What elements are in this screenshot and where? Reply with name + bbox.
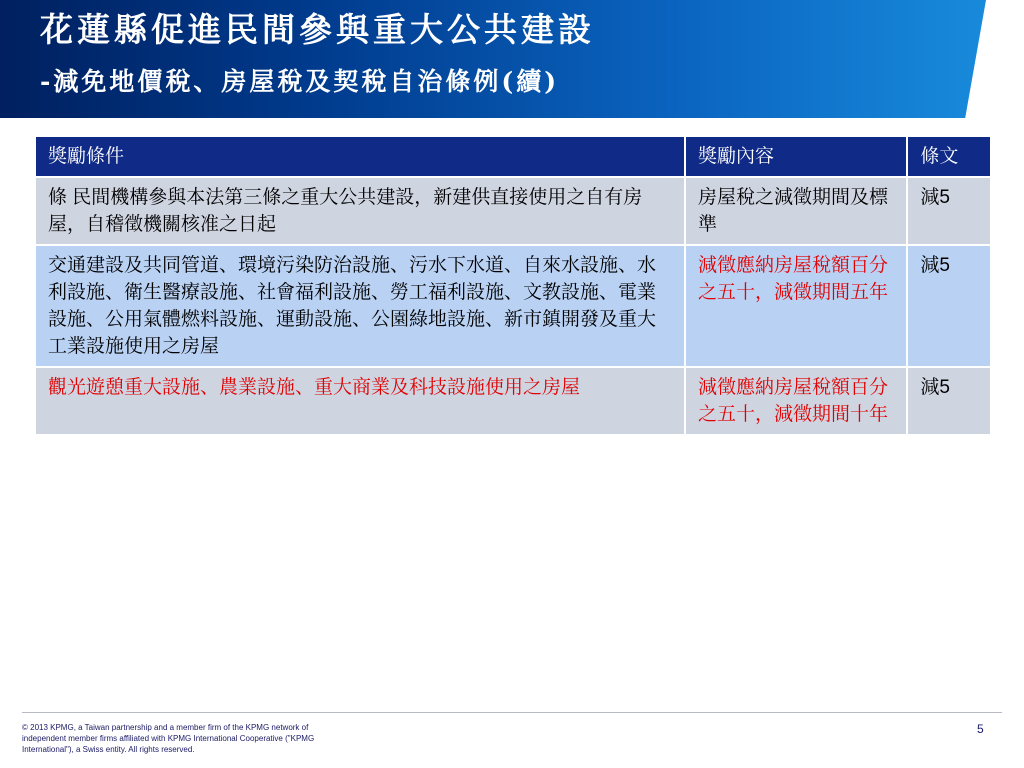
condition-cell: 交通建設及共同管道、環境污染防治設施、污水下水道、自來水設施、水利設施、衛生醫療設施、社會福利設施、勞工福利設施、文教設施、電業設施、公用氣體燃料設施、運動設施、公園綠地設施、新市鎮開發及重大工業設施使用之房屋 [35,245,685,367]
content-cell: 房屋稅之減徵期間及標準 [685,177,907,245]
title-banner [0,0,1024,118]
table-header-row [35,136,991,177]
copyright-notice: © 2013 KPMG, a Taiwan partnership and a member firm of the KPMG network of independent member firms affiliated with KPMG International Cooperative ("KPMG International"), a Swiss entity. All rights reserved. [22,723,315,754]
slide-title: 花蓮縣促進民間參與重大公共建設 [40,10,595,49]
condition-cell: 條 民間機構參與本法第三條之重大公共建設，新建供直接使用之自有房屋，自稽徵機關核准之日起 [35,177,685,245]
header-incentive-content: 獎勵內容 [685,136,907,177]
page-number: 5 [977,722,984,736]
footer-divider [22,712,1002,713]
article-cell: 減5 [907,245,991,367]
content-cell: 減徵應納房屋稅額百分之五十，減徵期間十年 [685,367,907,435]
table-row [35,177,991,245]
slide-subtitle: -減免地價稅、房屋稅及契稅自治條例(續) [40,67,560,96]
header-article: 條文 [907,136,991,177]
header-incentive-condition: 獎勵條件 [35,136,685,177]
article-cell: 減5 [907,177,991,245]
banner-decoration-edge [965,0,1024,118]
table-row [35,367,991,435]
condition-cell: 觀光遊憩重大設施、農業設施、重大商業及科技設施使用之房屋 [35,367,685,435]
table-row [35,245,991,367]
content-cell: 減徵應納房屋稅額百分之五十，減徵期間五年 [685,245,907,367]
incentive-table [34,135,992,436]
article-cell: 減5 [907,367,991,435]
